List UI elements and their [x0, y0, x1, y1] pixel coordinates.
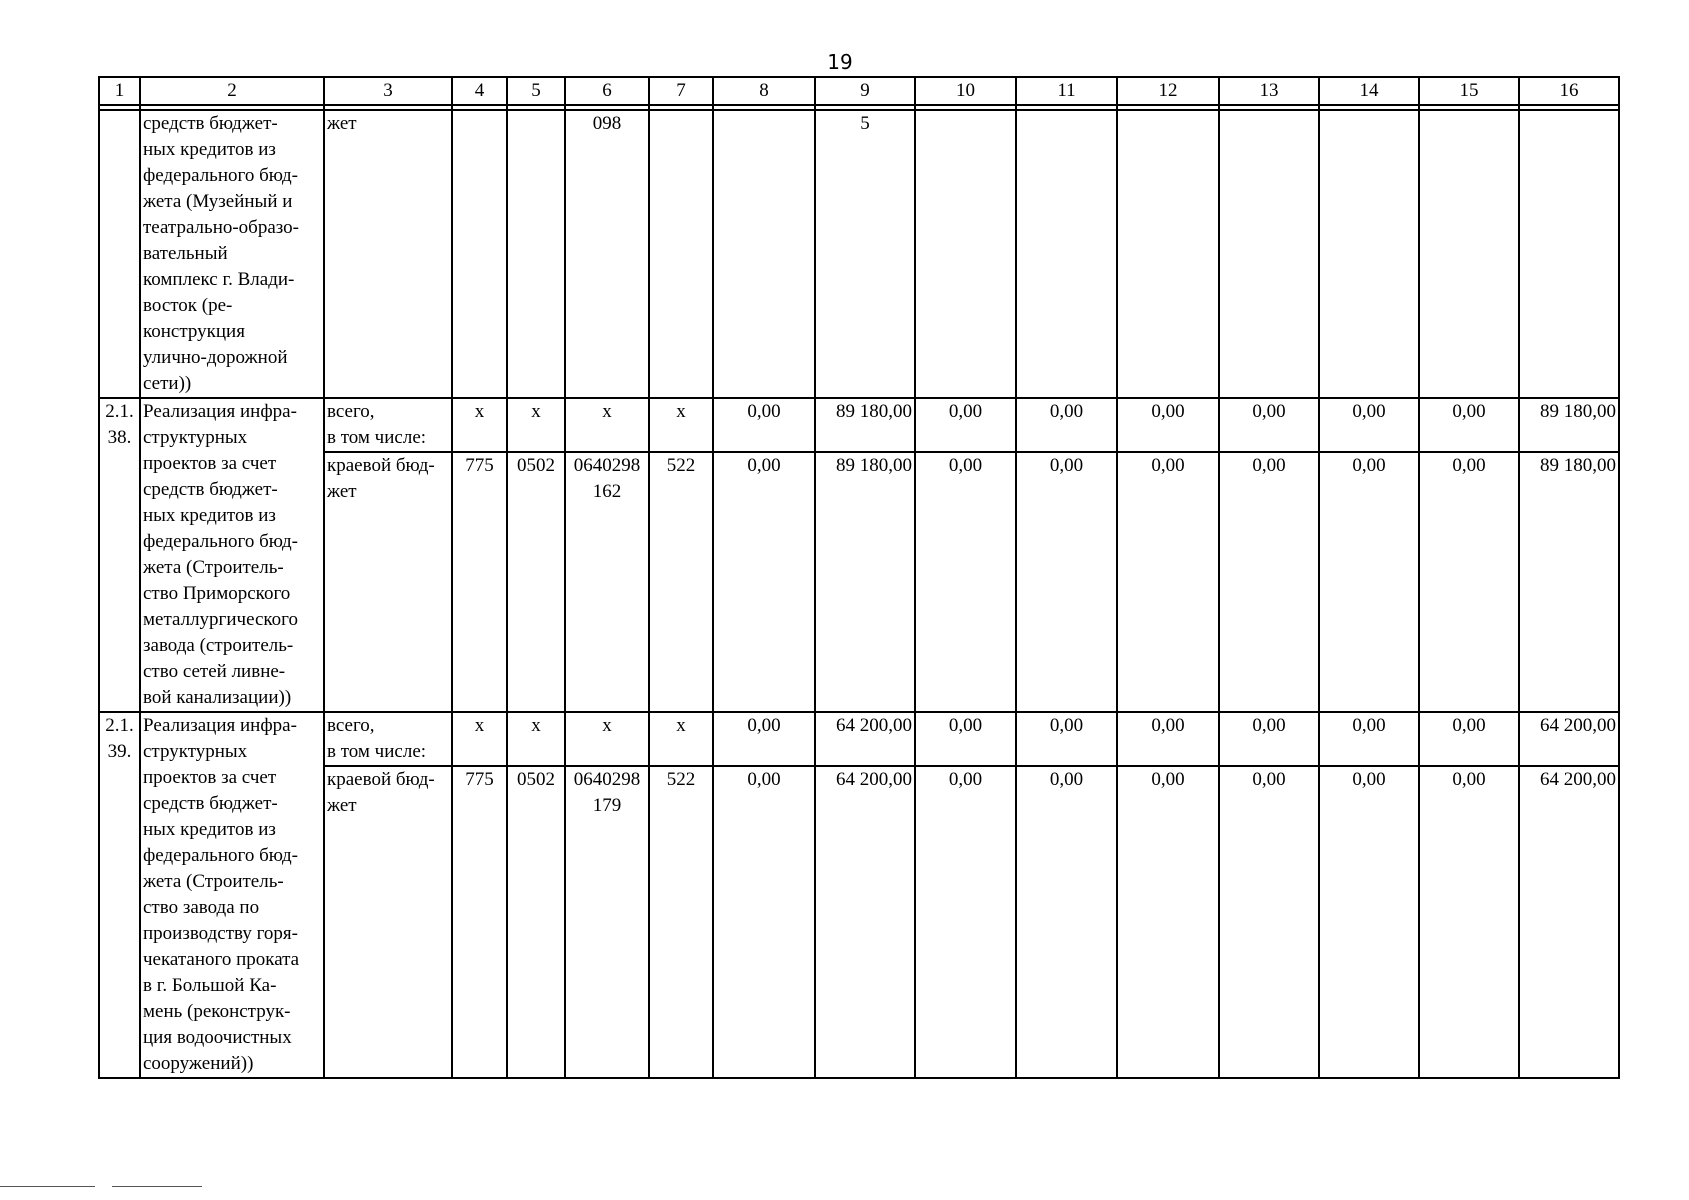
cell-col15 — [1419, 110, 1519, 398]
funding-source: краевой бюд- жет — [324, 452, 452, 712]
cell-col12: 0,00 — [1117, 452, 1219, 712]
cell-col10: 0,00 — [915, 712, 1016, 766]
cell-col13: 0,00 — [1219, 452, 1319, 712]
cell-col14: 0,00 — [1319, 712, 1419, 766]
cell-col4: 775 — [452, 766, 507, 1078]
funding-source: краевой бюд- жет — [324, 766, 452, 1078]
cell-col9: 89 180,00 — [815, 452, 915, 712]
header-cell: 4 — [452, 77, 507, 105]
header-cell: 12 — [1117, 77, 1219, 105]
cell-col13: 0,00 — [1219, 712, 1319, 766]
cell-col12: 0,00 — [1117, 766, 1219, 1078]
table-row — [99, 452, 1619, 712]
cell-col4: х — [452, 398, 507, 452]
cell-col5: 0502 — [507, 766, 565, 1078]
cell-col11: 0,00 — [1016, 398, 1117, 452]
cell-col9: 5 — [815, 110, 915, 398]
cell-col4: х — [452, 712, 507, 766]
cell-col6: 098 — [565, 110, 649, 398]
page-number: 19 — [827, 50, 853, 74]
cell-col9: 64 200,00 — [815, 712, 915, 766]
header-cell: 14 — [1319, 77, 1419, 105]
cell-col7: 522 — [649, 766, 713, 1078]
cell-col14: 0,00 — [1319, 452, 1419, 712]
header-cell: 3 — [324, 77, 452, 105]
cell-col12: 0,00 — [1117, 712, 1219, 766]
cell-col5: 0502 — [507, 452, 565, 712]
cell-col16: 89 180,00 — [1519, 398, 1619, 452]
funding-source: жет — [324, 110, 452, 398]
cell-col8: 0,00 — [713, 712, 815, 766]
header-cell: 9 — [815, 77, 915, 105]
cell-col5: х — [507, 398, 565, 452]
table-row — [99, 766, 1619, 1078]
cell-col16 — [1519, 110, 1619, 398]
cell-col14 — [1319, 110, 1419, 398]
cell-col5 — [507, 110, 565, 398]
header-cell: 1 — [99, 77, 140, 105]
header-row — [99, 77, 1619, 105]
header-cell: 13 — [1219, 77, 1319, 105]
cell-col10 — [915, 110, 1016, 398]
row-number: 2.1. 38. — [99, 398, 140, 712]
cell-col5: х — [507, 712, 565, 766]
cell-col6: х — [565, 712, 649, 766]
row-name: Реализация инфра- структурных проектов за счет средств бюджет- ных кредитов из федерального бюд- жета (Строитель- ство завода по производству горя- чекатаного проката в г. Большой Ка- мень (реконструк- ция водоочистных сооружений)) — [140, 712, 324, 1078]
cell-col15: 0,00 — [1419, 452, 1519, 712]
cell-col11: 0,00 — [1016, 712, 1117, 766]
cell-col7: х — [649, 712, 713, 766]
header-cell: 8 — [713, 77, 815, 105]
cell-col6: х — [565, 398, 649, 452]
cell-col16: 64 200,00 — [1519, 766, 1619, 1078]
funding-source: всего, в том числе: — [324, 712, 452, 766]
cell-col7: х — [649, 398, 713, 452]
scan-artifact-lines — [0, 1186, 240, 1188]
cell-col11: 0,00 — [1016, 452, 1117, 712]
cell-col14: 0,00 — [1319, 766, 1419, 1078]
header-cell: 11 — [1016, 77, 1117, 105]
table-row — [99, 712, 1619, 766]
cell-col10: 0,00 — [915, 398, 1016, 452]
funding-source: всего, в том числе: — [324, 398, 452, 452]
cell-col16: 64 200,00 — [1519, 712, 1619, 766]
cell-col10: 0,00 — [915, 766, 1016, 1078]
row-number — [99, 110, 140, 398]
row-name: средств бюджет- ных кредитов из федерального бюд- жета (Музейный и театрально-образо- вательный комплекс г. Влади- восток (ре- конструкция улично-дорожной сети)) — [140, 110, 324, 398]
cell-col6: 0640298 179 — [565, 766, 649, 1078]
header-cell: 15 — [1419, 77, 1519, 105]
cell-col15: 0,00 — [1419, 766, 1519, 1078]
cell-col4: 775 — [452, 452, 507, 712]
cell-col11 — [1016, 110, 1117, 398]
cell-col13 — [1219, 110, 1319, 398]
cell-col7: 522 — [649, 452, 713, 712]
cell-col12: 0,00 — [1117, 398, 1219, 452]
cell-col13: 0,00 — [1219, 766, 1319, 1078]
header-cell: 6 — [565, 77, 649, 105]
cell-col9: 64 200,00 — [815, 766, 915, 1078]
cell-col11: 0,00 — [1016, 766, 1117, 1078]
cell-col8: 0,00 — [713, 766, 815, 1078]
row-name: Реализация инфра- структурных проектов за счет средств бюджет- ных кредитов из федерального бюд- жета (Строитель- ство Приморского металлургического завода (строитель- ство сетей ливне- вой канализации)) — [140, 398, 324, 712]
header-cell: 7 — [649, 77, 713, 105]
cell-col10: 0,00 — [915, 452, 1016, 712]
table-row — [99, 398, 1619, 452]
cell-col8: 0,00 — [713, 452, 815, 712]
cell-col13: 0,00 — [1219, 398, 1319, 452]
header-cell: 2 — [140, 77, 324, 105]
cell-col14: 0,00 — [1319, 398, 1419, 452]
row-number: 2.1. 39. — [99, 712, 140, 1078]
cell-col8 — [713, 110, 815, 398]
header-cell: 16 — [1519, 77, 1619, 105]
cell-col8: 0,00 — [713, 398, 815, 452]
budget-table — [98, 76, 1620, 1079]
cell-col6: 0640298 162 — [565, 452, 649, 712]
cell-col9: 89 180,00 — [815, 398, 915, 452]
cell-col15: 0,00 — [1419, 398, 1519, 452]
cell-col7 — [649, 110, 713, 398]
header-cell: 10 — [915, 77, 1016, 105]
cell-col12 — [1117, 110, 1219, 398]
header-cell: 5 — [507, 77, 565, 105]
cell-col15: 0,00 — [1419, 712, 1519, 766]
cell-col4 — [452, 110, 507, 398]
budget-table-wrapper — [98, 76, 1620, 1079]
table-row — [99, 110, 1619, 398]
cell-col16: 89 180,00 — [1519, 452, 1619, 712]
